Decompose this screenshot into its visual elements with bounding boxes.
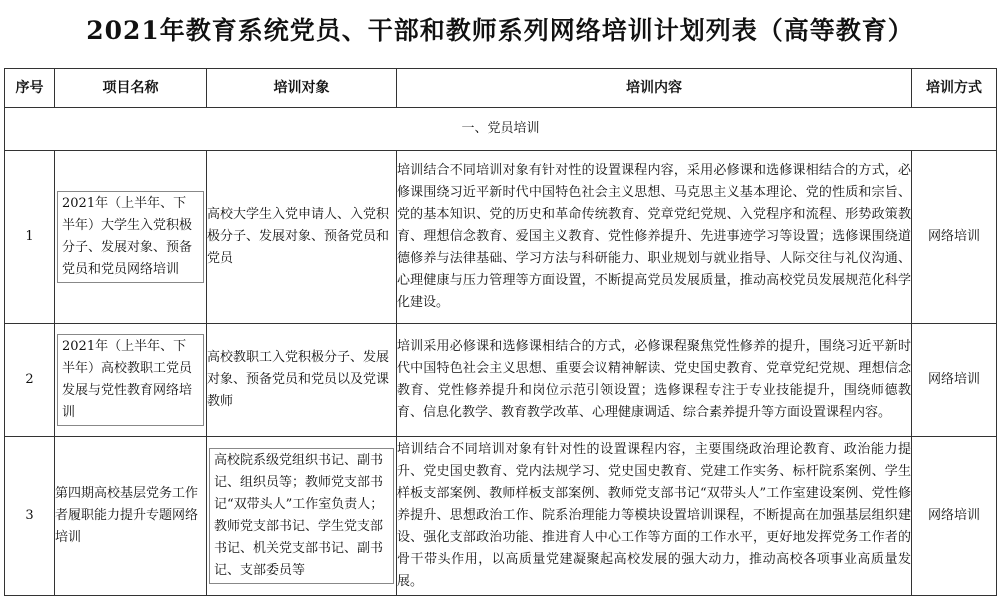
header-method: 培训方式 xyxy=(912,69,997,108)
row-content: 培训采用必修课和选修课相结合的方式，必修课程聚焦党性修养的提升，围绕习近平新时代中国特色社会主义思想、重要会议精神解读、党史国史教育、党章党纪党规、理想信念教育、党性修养提升和岗位示范引领设置；选修课程专注于专业技能提升，围绕师德教育、信息化教学、教育教学改革、心理健康调适、综合素养提升等方面设置课程内容。 xyxy=(397,324,912,437)
table-row xyxy=(5,437,997,596)
row-method: 网络培训 xyxy=(912,437,997,596)
header-no: 序号 xyxy=(5,69,55,108)
page-title: 2021年教育系统党员、干部和教师系列网络培训计划列表（高等教育） xyxy=(86,16,914,45)
row-name xyxy=(55,324,207,437)
row-target: 高校教职工入党积极分子、发展对象、预备党员和党员以及党课教师 xyxy=(207,324,397,437)
row-no: 1 xyxy=(5,151,55,324)
row-target: 高校大学生入党申请人、入党积极分子、发展对象、预备党员和党员 xyxy=(207,151,397,324)
header-name: 项目名称 xyxy=(55,69,207,108)
header-row xyxy=(5,69,997,108)
row-name: 第四期高校基层党务工作者履职能力提升专题网络培训 xyxy=(55,437,207,596)
row-name-text: 2021年（上半年、下半年）大学生入党积极分子、发展对象、预备党员和党员网络培训 xyxy=(57,191,204,283)
header-target: 培训对象 xyxy=(207,69,397,108)
header-content: 培训内容 xyxy=(397,69,912,108)
table-row xyxy=(5,324,997,437)
row-target xyxy=(207,437,397,596)
row-name-text: 2021年（上半年、下半年）高校教职工党员发展与党性教育网络培训 xyxy=(57,334,204,426)
section-row xyxy=(5,108,997,151)
row-method: 网络培训 xyxy=(912,324,997,437)
row-no: 2 xyxy=(5,324,55,437)
training-plan-table xyxy=(4,68,997,596)
section-title: 一、党员培训 xyxy=(5,108,997,151)
row-content: 培训结合不同培训对象有针对性的设置课程内容，采用必修课和选修课相结合的方式，必修课围绕习近平新时代中国特色社会主义思想、马克思主义基本理论、党的性质和宗旨、党的基本知识、党的历史和革命传统教育、党章党纪党规、入党程序和流程、形势政策教育、理想信念教育、爱国主义教育、党性修养提升、先进事迹学习等设置；选修课围绕道德修养与法律基础、学习方法与科研能力、职业规划与就业指导、人际交往与礼仪沟通、心理健康与压力管理等方面设置，不断提高党员发展质量，推动高校党员发展规范化科学化建设。 xyxy=(397,151,912,324)
table-row xyxy=(5,151,997,324)
row-name xyxy=(55,151,207,324)
row-content: 培训结合不同培训对象有针对性的设置课程内容，主要围绕政治理论教育、政治能力提升、党史国史教育、党内法规学习、党史国史教育、党建工作实务、标杆院系案例、学生样板支部案例、教师样板支部案例、教师党支部书记“双带头人”工作室建设案例、党性修养提升、思想政治工作、院系治理能力等模块设置培训课程，不断提高在加强基层组织建设、强化支部政治功能、推进育人中心工作等方面的工作水平，更好地发挥党务工作者的骨干带头作用，以高质量党建凝聚起高校发展的强大动力，推动高校各项事业高质量发展。 xyxy=(397,437,912,596)
row-method: 网络培训 xyxy=(912,151,997,324)
row-target-text: 高校院系级党组织书记、副书记、组织员等；教师党支部书记“双带头人”工作室负责人；教师党支部书记、学生党支部书记、机关党支部书记、副书记、支部委员等 xyxy=(209,448,394,584)
row-no: 3 xyxy=(5,437,55,596)
